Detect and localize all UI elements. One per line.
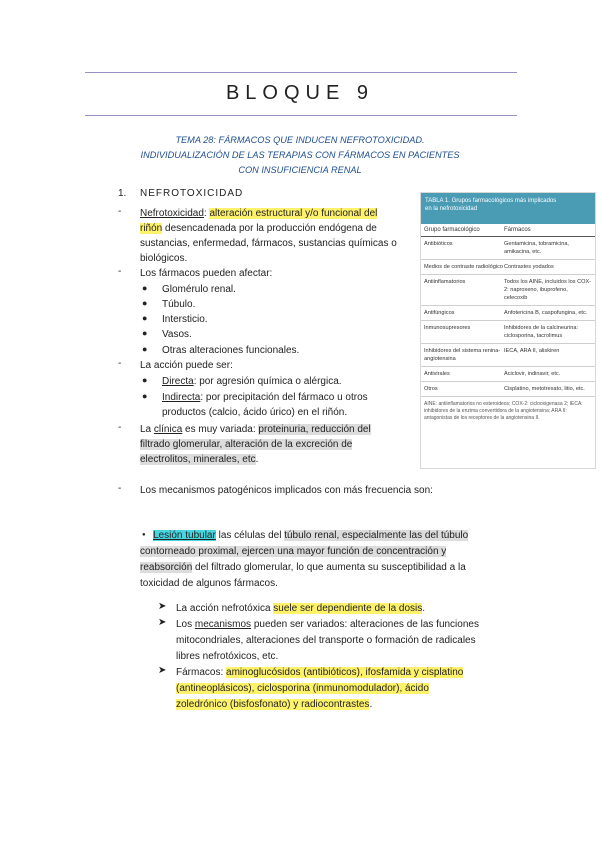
row-drugs: IECA, ARA II, aliskiren bbox=[504, 348, 560, 354]
definition-rest: desencadenada por la producción endógena de bbox=[162, 223, 377, 234]
tubular-line-3 bbox=[140, 560, 466, 575]
affect-item: Otras alteraciones funcionales. bbox=[162, 345, 300, 356]
tubular-line-1 bbox=[153, 528, 468, 543]
mechanisms-line-3: libres nefrotóxicos, etc. bbox=[176, 651, 279, 662]
highlight-clinic-3: electrolitos, minerales, etc bbox=[140, 454, 256, 465]
table-row bbox=[421, 382, 595, 397]
row-group: Medios de contraste radiológico bbox=[424, 264, 503, 270]
clinic-line-1 bbox=[140, 422, 371, 437]
table-row bbox=[421, 260, 595, 275]
dash-marker: - bbox=[118, 206, 122, 217]
table-row bbox=[421, 367, 595, 382]
title-rule bbox=[85, 115, 517, 116]
affect-item: Túbulo. bbox=[162, 299, 196, 310]
table-header-row bbox=[421, 224, 595, 237]
action-direct bbox=[162, 374, 342, 389]
action-intro: La acción puede ser: bbox=[140, 360, 233, 371]
bullet-dot: ● bbox=[142, 298, 148, 308]
topic-subtitle bbox=[110, 133, 490, 178]
arrow-bullet-icon: ➤ bbox=[158, 665, 167, 676]
bullet-dot: ● bbox=[142, 328, 148, 338]
table-footnote: AINE: antiinflamatorios no esteroideos; COX-2: ciclooxigenasa 2; IECA: inhibidores de la enzima convertidora de la angiotensina; ARA II: antagonistas de los receptores de la angiotensina II. bbox=[424, 401, 583, 421]
clinica-term: clínica bbox=[153, 424, 183, 435]
highlight-dose: suele ser dependiente de la dosis bbox=[273, 603, 423, 614]
table-row bbox=[421, 275, 595, 306]
highlight-clinic-1: proteinuria, reducción del bbox=[258, 424, 371, 435]
highlight-drugs-2: (antineoplásicos), ciclosporina (inmunomodulador), ácido bbox=[176, 683, 429, 694]
colon: : bbox=[203, 208, 210, 219]
subtitle-line-1: TEMA 28: FÁRMACOS QUE INDUCEN NEFROTOXICIDAD. bbox=[175, 135, 425, 145]
row-drugs: Gentamicina, tobramicina, amikacina, etc. bbox=[504, 241, 569, 255]
indirect-text: : por precipitación del fármaco u otros bbox=[200, 392, 368, 403]
dose-line bbox=[176, 601, 425, 616]
mecanismos-term: mecanismos bbox=[194, 619, 252, 630]
highlight-clinic-2: filtrado glomerular, alteración de la excreción de bbox=[140, 439, 353, 450]
row-group: Inhibidores del sistema renina-angiotensina bbox=[424, 348, 501, 362]
tubular-rest: las células del bbox=[215, 530, 285, 541]
bullet-dot: ● bbox=[142, 391, 148, 401]
table-row bbox=[421, 237, 595, 260]
tubular-line-4: toxicidad de algunos fármacos. bbox=[140, 578, 278, 589]
highlight-rinon: riñón bbox=[140, 223, 163, 234]
table-title-line-2: en la nefrotoxicidad bbox=[425, 206, 478, 212]
highlight-definition: alteración estructural y/o funcional del bbox=[209, 208, 378, 219]
highlight-drugs-3: zoledrónico (bisfosfonato) y radiocontrastes bbox=[176, 699, 370, 710]
clinic-line-2 bbox=[140, 437, 352, 452]
period: . bbox=[369, 699, 373, 710]
mechanisms-line-1 bbox=[176, 617, 479, 632]
action-indirect bbox=[162, 390, 368, 405]
lesion-tubular-term: Lesión tubular bbox=[153, 530, 216, 541]
nephrotoxic-drugs-table bbox=[420, 192, 596, 469]
tubular-rest-3: del filtrado glomerular, lo que aumenta su susceptibilidad a la bbox=[192, 562, 466, 573]
clinic-pre: La bbox=[140, 424, 154, 435]
dash-marker: - bbox=[118, 358, 122, 369]
definition-line-2 bbox=[140, 221, 377, 236]
bullet-dot: ● bbox=[142, 344, 148, 354]
row-drugs: Cisplatino, metotrexato, litio, etc. bbox=[504, 386, 585, 392]
drugs-line-3 bbox=[176, 697, 372, 712]
drugs-pre: Fármacos: bbox=[176, 667, 227, 678]
indirect-term: Indirecta bbox=[162, 392, 201, 403]
bullet-dot: ● bbox=[142, 283, 148, 293]
drugs-line-1 bbox=[176, 665, 463, 680]
mechanisms-intro: Los mecanismos patogénicos implicados con más frecuencia son: bbox=[140, 485, 433, 496]
row-group: Antiinflamatorios bbox=[424, 279, 466, 285]
row-drugs: Contrastes yodados bbox=[504, 264, 554, 270]
period: . bbox=[255, 454, 259, 465]
table-title bbox=[421, 193, 595, 224]
section-number: 1. bbox=[118, 188, 127, 199]
subtitle-line-2: INDIVIDUALIZACIÓN DE LAS TERAPIAS CON FÁRMACOS EN PACIENTES bbox=[140, 150, 460, 160]
row-group: Inmunosupresores bbox=[424, 325, 471, 331]
section-heading: NEFROTOXICIDAD bbox=[140, 188, 244, 199]
dash-marker: - bbox=[118, 266, 122, 277]
period: . bbox=[422, 603, 426, 614]
clinic-mid: es muy variada: bbox=[182, 424, 259, 435]
arrow-bullet-icon: ➤ bbox=[158, 617, 167, 628]
bullet-dot: ● bbox=[142, 375, 148, 385]
affect-item: Intersticio. bbox=[162, 314, 208, 325]
direct-term: Directa bbox=[162, 376, 194, 387]
row-group: Otros bbox=[424, 386, 438, 392]
dose-pre: La acción nefrotóxica bbox=[176, 603, 274, 614]
nefrotoxicidad-term: Nefrotoxicidad bbox=[140, 208, 204, 219]
affect-item: Vasos. bbox=[162, 329, 192, 340]
indirect-line-2: productos (calcio, ácido úrico) en el riñón. bbox=[162, 407, 348, 418]
page-title: BLOQUE 9 bbox=[225, 82, 375, 104]
nefrotoxicidad-definition bbox=[140, 206, 377, 221]
top-rule bbox=[85, 72, 517, 73]
subtitle-line-3: CON INSUFICIENCIA RENAL bbox=[238, 165, 362, 175]
row-drugs: Inhibidores de la calcineurina: ciclosporina, tacrolimus bbox=[504, 325, 579, 339]
table-row bbox=[421, 321, 595, 344]
drugs-line-2 bbox=[176, 681, 429, 696]
bullet-dot: ● bbox=[142, 532, 146, 538]
affect-intro: Los fármacos pueden afectar: bbox=[140, 268, 273, 279]
mech-rest: pueden ser variados: alteraciones de las funciones bbox=[251, 619, 479, 630]
row-drugs: Aciclovir, indinavir, etc. bbox=[504, 371, 561, 377]
bullet-dot: ● bbox=[142, 313, 148, 323]
highlight-proximal: contorneado proximal, ejercen una mayor función de concentración y bbox=[140, 546, 447, 557]
direct-text: : por agresión química o alérgica. bbox=[193, 376, 342, 387]
row-group: Antifúngicos bbox=[424, 310, 455, 316]
tubular-line-2 bbox=[140, 544, 446, 559]
dash-marker: - bbox=[118, 422, 122, 433]
mech-pre: Los bbox=[176, 619, 195, 630]
arrow-bullet-icon: ➤ bbox=[158, 601, 167, 612]
dash-marker: - bbox=[118, 483, 122, 494]
affect-item: Glomérulo renal. bbox=[162, 284, 236, 295]
clinic-line-3 bbox=[140, 452, 258, 467]
col-drugs-header: Fármacos bbox=[504, 227, 531, 233]
table-title-line-1: TABLA 1. Grupos farmacológicos más implicados bbox=[425, 198, 557, 204]
row-drugs: Todos los AINE, incluidos los COX-2: naproxeno, ibuprofeno, celecoxib bbox=[504, 279, 592, 301]
definition-line-4: biológicos. bbox=[140, 253, 188, 264]
highlight-tubulo: túbulo renal, especialmente las del túbulo bbox=[284, 530, 469, 541]
row-group: Antivirales bbox=[424, 371, 450, 377]
highlight-reabsorcion: reabsorción bbox=[140, 562, 193, 573]
row-group: Antibióticos bbox=[424, 241, 453, 247]
table-row bbox=[421, 306, 595, 321]
mechanisms-line-2: mitocondriales, alteraciones del transporte o formación de radicales bbox=[176, 635, 476, 646]
table-row bbox=[421, 344, 595, 367]
highlight-drugs-1: aminoglucósidos (antibióticos), ifosfamida y cisplatino bbox=[226, 667, 464, 678]
col-group-header: Grupo farmacológico bbox=[424, 227, 480, 233]
definition-line-3: sustancias, enfermedad, fármacos, sustancias químicas o bbox=[140, 238, 397, 249]
row-drugs: Anfotericina B, caspofungina, etc. bbox=[504, 310, 588, 316]
